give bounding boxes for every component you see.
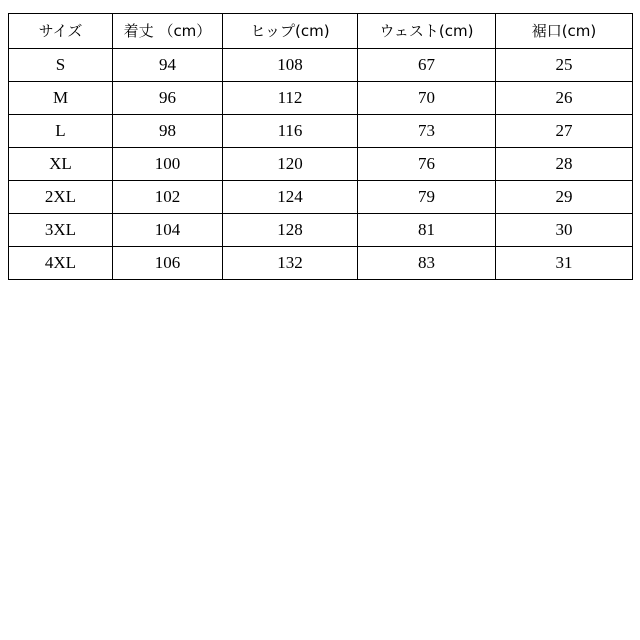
cell-size: 4XL [9,247,113,280]
cell-hem: 29 [496,181,633,214]
cell-length: 96 [113,82,223,115]
cell-hip: 120 [223,148,358,181]
size-chart-table [8,13,633,280]
cell-waist: 76 [358,148,496,181]
cell-hip: 116 [223,115,358,148]
cell-length: 94 [113,49,223,82]
cell-size: S [9,49,113,82]
table-header-row [9,14,633,49]
cell-size: M [9,82,113,115]
cell-hip: 128 [223,214,358,247]
cell-hem: 27 [496,115,633,148]
cell-waist: 79 [358,181,496,214]
cell-hem: 25 [496,49,633,82]
cell-hip: 112 [223,82,358,115]
table-row [9,247,633,280]
cell-hip: 108 [223,49,358,82]
table-row [9,49,633,82]
table-body [9,49,633,280]
table-row [9,214,633,247]
cell-waist: 70 [358,82,496,115]
column-header-waist: ウェスト(cm) [358,14,496,49]
cell-length: 100 [113,148,223,181]
table-row [9,148,633,181]
cell-length: 104 [113,214,223,247]
table-row [9,82,633,115]
cell-hem: 28 [496,148,633,181]
cell-waist: 83 [358,247,496,280]
cell-hip: 124 [223,181,358,214]
table-row [9,181,633,214]
cell-length: 98 [113,115,223,148]
table-row [9,115,633,148]
cell-waist: 81 [358,214,496,247]
cell-hem: 31 [496,247,633,280]
cell-hem: 30 [496,214,633,247]
column-header-length: 着丈 （cm） [113,14,223,49]
cell-hem: 26 [496,82,633,115]
column-header-hem: 裾口(cm) [496,14,633,49]
column-header-size: サイズ [9,14,113,49]
cell-size: XL [9,148,113,181]
cell-length: 106 [113,247,223,280]
table-header [9,14,633,49]
cell-waist: 67 [358,49,496,82]
cell-size: 2XL [9,181,113,214]
cell-hip: 132 [223,247,358,280]
cell-waist: 73 [358,115,496,148]
cell-size: 3XL [9,214,113,247]
cell-size: L [9,115,113,148]
column-header-hip: ヒップ(cm) [223,14,358,49]
cell-length: 102 [113,181,223,214]
